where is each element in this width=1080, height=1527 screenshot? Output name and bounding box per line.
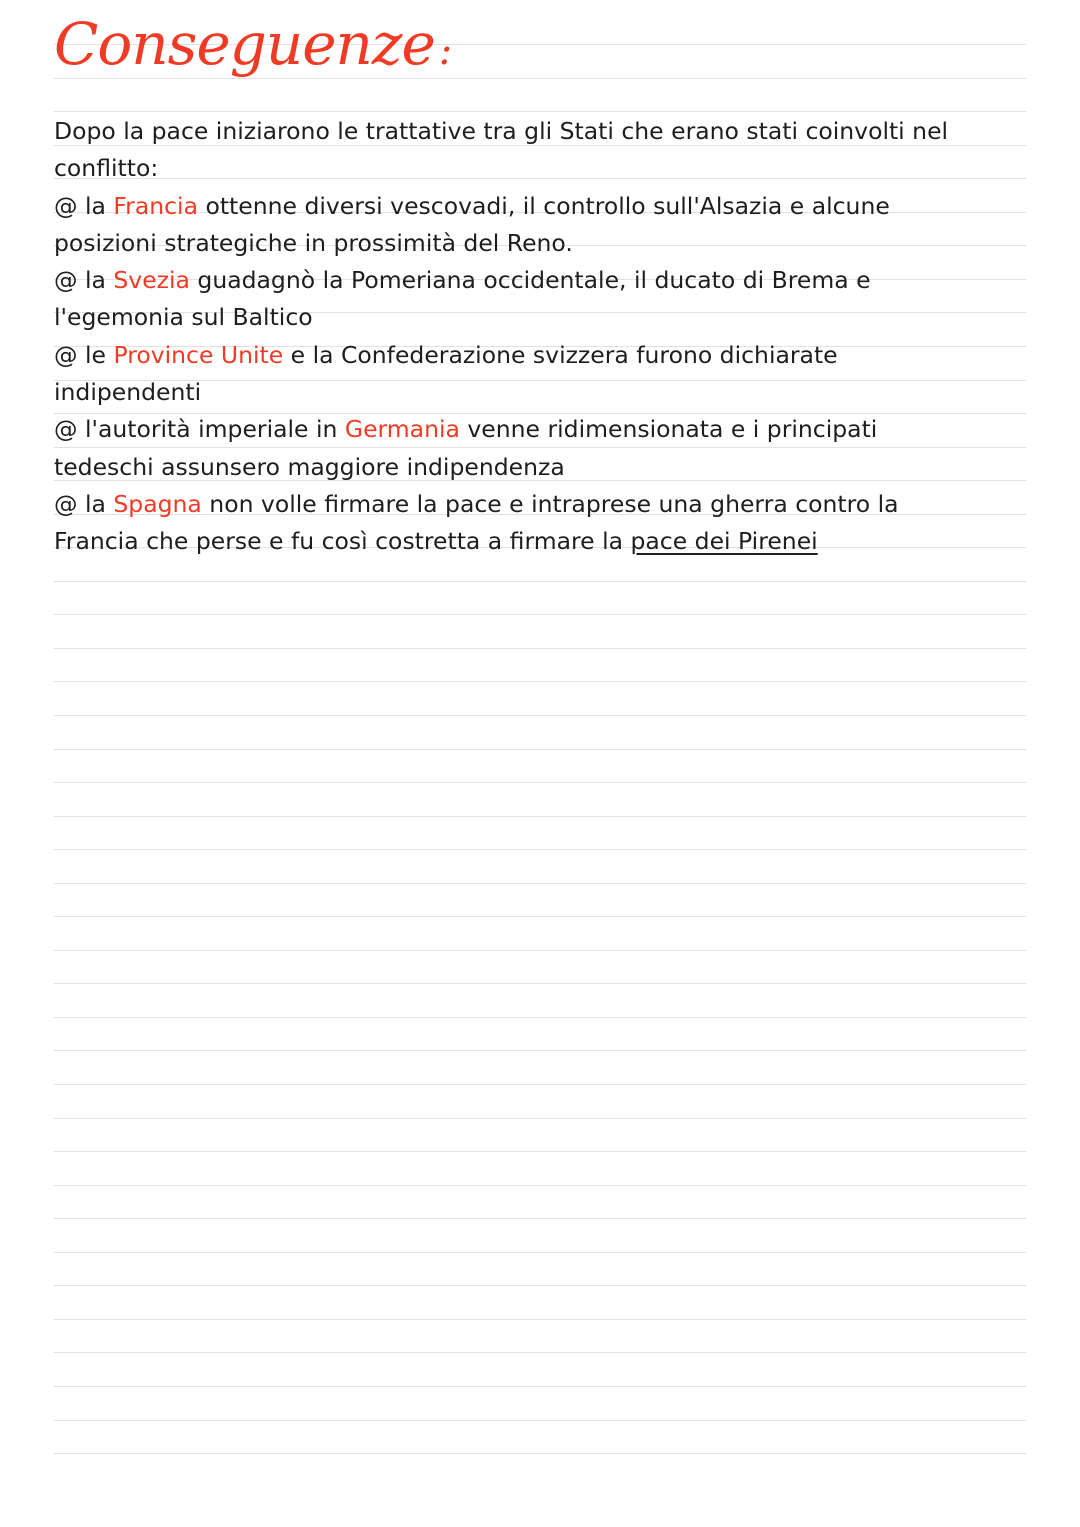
bullet-item-province-unite (54, 337, 1054, 374)
bullet-item-spagna (54, 486, 1054, 523)
bullet-text: ottenne diversi vescovadi, il controllo sull'Alsazia e alcune (198, 191, 890, 220)
continuation-text: Francia che perse e fu così costretta a firmare la (54, 527, 631, 556)
rule-line (54, 1386, 1026, 1387)
rule-line (54, 1218, 1026, 1219)
rule-line (54, 749, 1026, 750)
rule-line (54, 1420, 1026, 1421)
bullet-continuation: l'egemonia sul Baltico (54, 303, 313, 332)
bullet-prefix: @ la (54, 191, 114, 220)
title-text: Conseguenze (54, 10, 435, 78)
rule-line (54, 1050, 1026, 1051)
bullet-continuation: tedeschi assunsero maggiore indipendenza (54, 452, 565, 481)
highlighted-term: Svezia (113, 266, 190, 295)
intro-line: Dopo la pace iniziarono le trattative tra gli Stati che erano stati coinvolti nel (54, 117, 949, 145)
highlighted-term: Spagna (113, 489, 202, 518)
bullet-continuation (54, 523, 1054, 560)
rule-line (54, 816, 1026, 817)
rule-line (54, 1285, 1026, 1286)
bullet-continuation: indipendenti (54, 378, 202, 407)
bullet-text: venne ridimensionata e i principati (459, 415, 878, 444)
bullet-prefix: @ la (54, 266, 114, 295)
rule-line (54, 950, 1026, 951)
rule-line (54, 681, 1026, 682)
bullet-prefix: @ le (54, 340, 114, 369)
rule-line (54, 648, 1026, 649)
highlighted-term: Francia (113, 191, 198, 220)
bullet-text: guadagnò la Pomeriana occidentale, il ducato di Brema e (189, 266, 871, 295)
bullet-prefix: @ la (54, 489, 114, 518)
bullet-text: e la Confederazione svizzera furono dichiarate (283, 340, 838, 369)
rule-line (54, 1453, 1026, 1454)
rule-line (54, 1151, 1026, 1152)
rule-line (54, 1319, 1026, 1320)
bullet-item-germania (54, 411, 1054, 448)
rule-line (54, 883, 1026, 884)
rule-line (54, 715, 1026, 716)
title-colon: : (438, 28, 452, 74)
rule-line (54, 111, 1026, 112)
bullet-continuation: posizioni strategiche in prossimità del Reno. (54, 228, 573, 257)
rule-line (54, 614, 1026, 615)
bullet-item-svezia (54, 262, 1054, 299)
rule-line (54, 1185, 1026, 1186)
notes-body (54, 113, 1054, 561)
rule-line (54, 1017, 1026, 1018)
rule-line (54, 1252, 1026, 1253)
page-title (54, 8, 451, 87)
underlined-term: pace dei Pirenei (630, 527, 818, 556)
rule-line (54, 983, 1026, 984)
rule-line (54, 581, 1026, 582)
rule-line (54, 916, 1026, 917)
highlighted-term: Germania (344, 415, 460, 444)
bullet-text: non volle firmare la pace e intraprese una gherra contro la (201, 489, 899, 518)
rule-line (54, 782, 1026, 783)
bullet-item-francia (54, 188, 1054, 225)
rule-line (54, 1084, 1026, 1085)
rule-line (54, 1118, 1026, 1119)
intro-line: conflitto: (54, 154, 159, 183)
rule-line (54, 849, 1026, 850)
highlighted-term: Province Unite (113, 340, 284, 369)
rule-line (54, 1352, 1026, 1353)
bullet-prefix: @ l'autorità imperiale in (54, 415, 345, 444)
